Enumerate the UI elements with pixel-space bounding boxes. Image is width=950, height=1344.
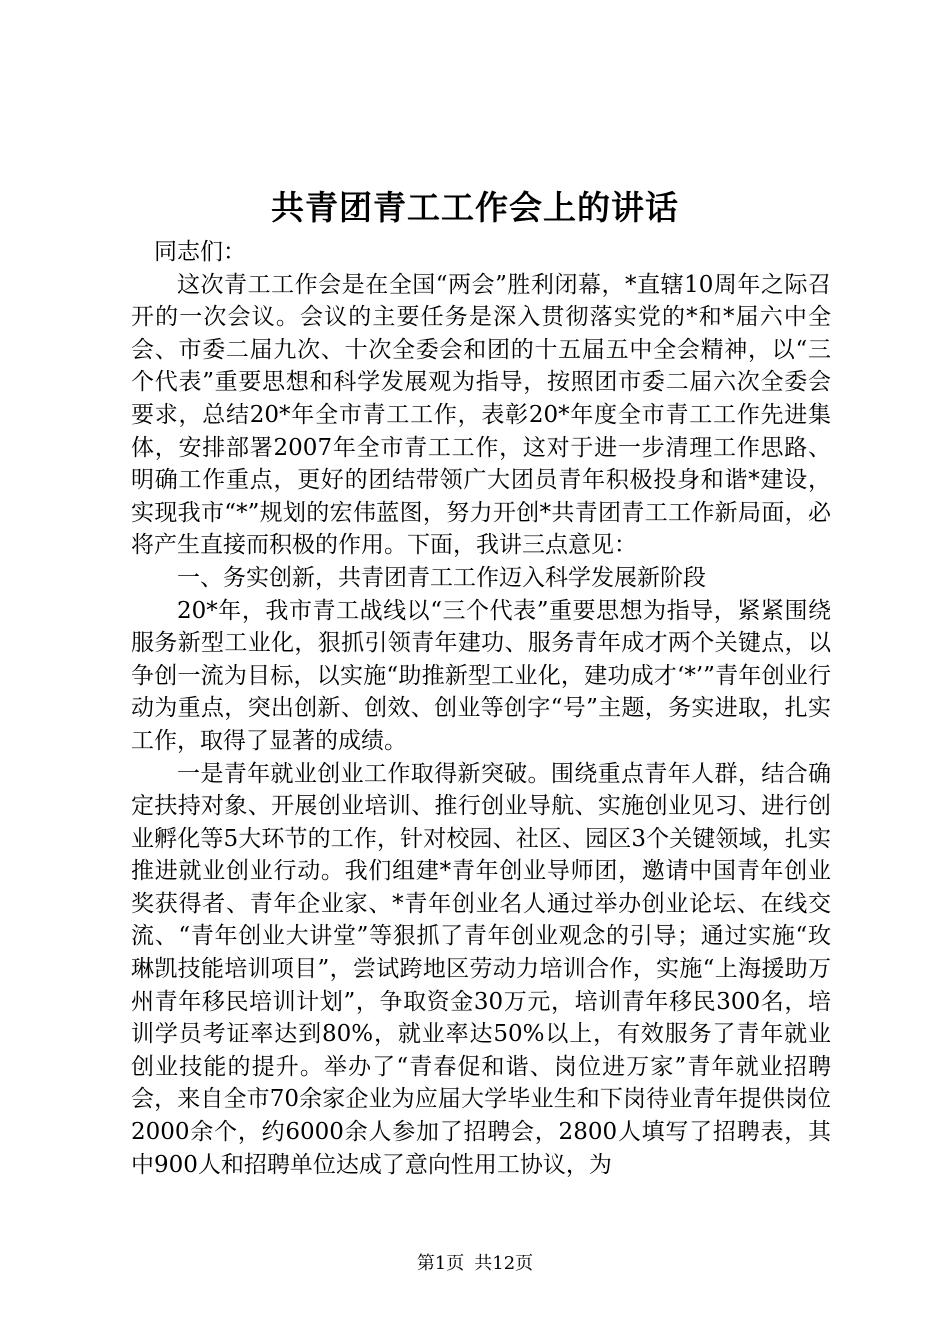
page-number: 第1页 xyxy=(416,1253,465,1274)
page-total: 共12页 xyxy=(474,1253,534,1274)
salutation: 同志们： xyxy=(154,239,246,265)
paragraph-summary: 20*年，我市青工战线以“三个代表”重要思想为指导，紧紧围绕服务新型工业化，狠抓引领青年建功、服务青年成才两个关键点，以争创一流为目标，以实施“助推新型工业化，建功成才‘*’”青年创业行动为重点，突出创新、创效、创业等创字“号”主题，务实进取，扎实工作，取得了显著的成绩。 xyxy=(131,597,831,754)
document-title: 共青团青工工作会上的讲话 xyxy=(271,188,679,227)
page-footer xyxy=(0,1252,950,1276)
section-heading-1: 一、务实创新，共青团青工工作迈入科学发展新阶段 xyxy=(177,564,706,591)
paragraph-employment: 一是青年就业创业工作取得新突破。围绕重点青年人群，结合确定扶持对象、开展创业培训、推行创业导航、实施创业见习、进行创业孵化等5大环节的工作，针对校园、社区、园区3个关键领域，扎实推进就业创业行动。我们组建*青年创业导师团，邀请中国青年创业奖获得者、青年企业家、*青年创业名人通过举办创业论坛、在线交流、“青年创业大讲堂”等狠抓了青年创业观念的引导；通过实施“玫琳凯技能培训项目”，尝试跨地区劳动力培训合作，实施“上海援助万州青年移民培训计划”，争取资金30万元，培训青年移民300名，培训学员考证率达到80%，就业率达50%以上，有效服务了青年就业创业技能的提升。举办了“青春促和谐、岗位进万家”青年就业招聘会，来自全市70余家企业为应届大学毕业生和下岗待业青年提供岗位2000余个，约6000余人参加了招聘会，2800人填写了招聘表，其中900人和招聘单位达成了意向性用工协议，为 xyxy=(131,760,831,1178)
document-body xyxy=(131,236,831,1181)
paragraph-intro: 这次青工工作会是在全国“两会”胜利闭幕，*直辖10周年之际召开的一次会议。会议的主要任务是深入贯彻落实党的*和*届六中全会、市委二届九次、十次全委会和团的十五届五中全会精神，以“三个代表”重要思想和科学发展观为指导，按照团市委二届六次全委会要求，总结20*年全市青工工作，表彰20*年度全市青工工作先进集体，安排部署2007年全市青工工作，这对于进一步清理工作思路、明确工作重点，更好的团结带领广大团员青年积极投身和谐*建设，实现我市“*”规划的宏伟蓝图，努力开创*共青团青工工作新局面，必将产生直接而积极的作用。下面，我讲三点意见： xyxy=(131,271,831,559)
